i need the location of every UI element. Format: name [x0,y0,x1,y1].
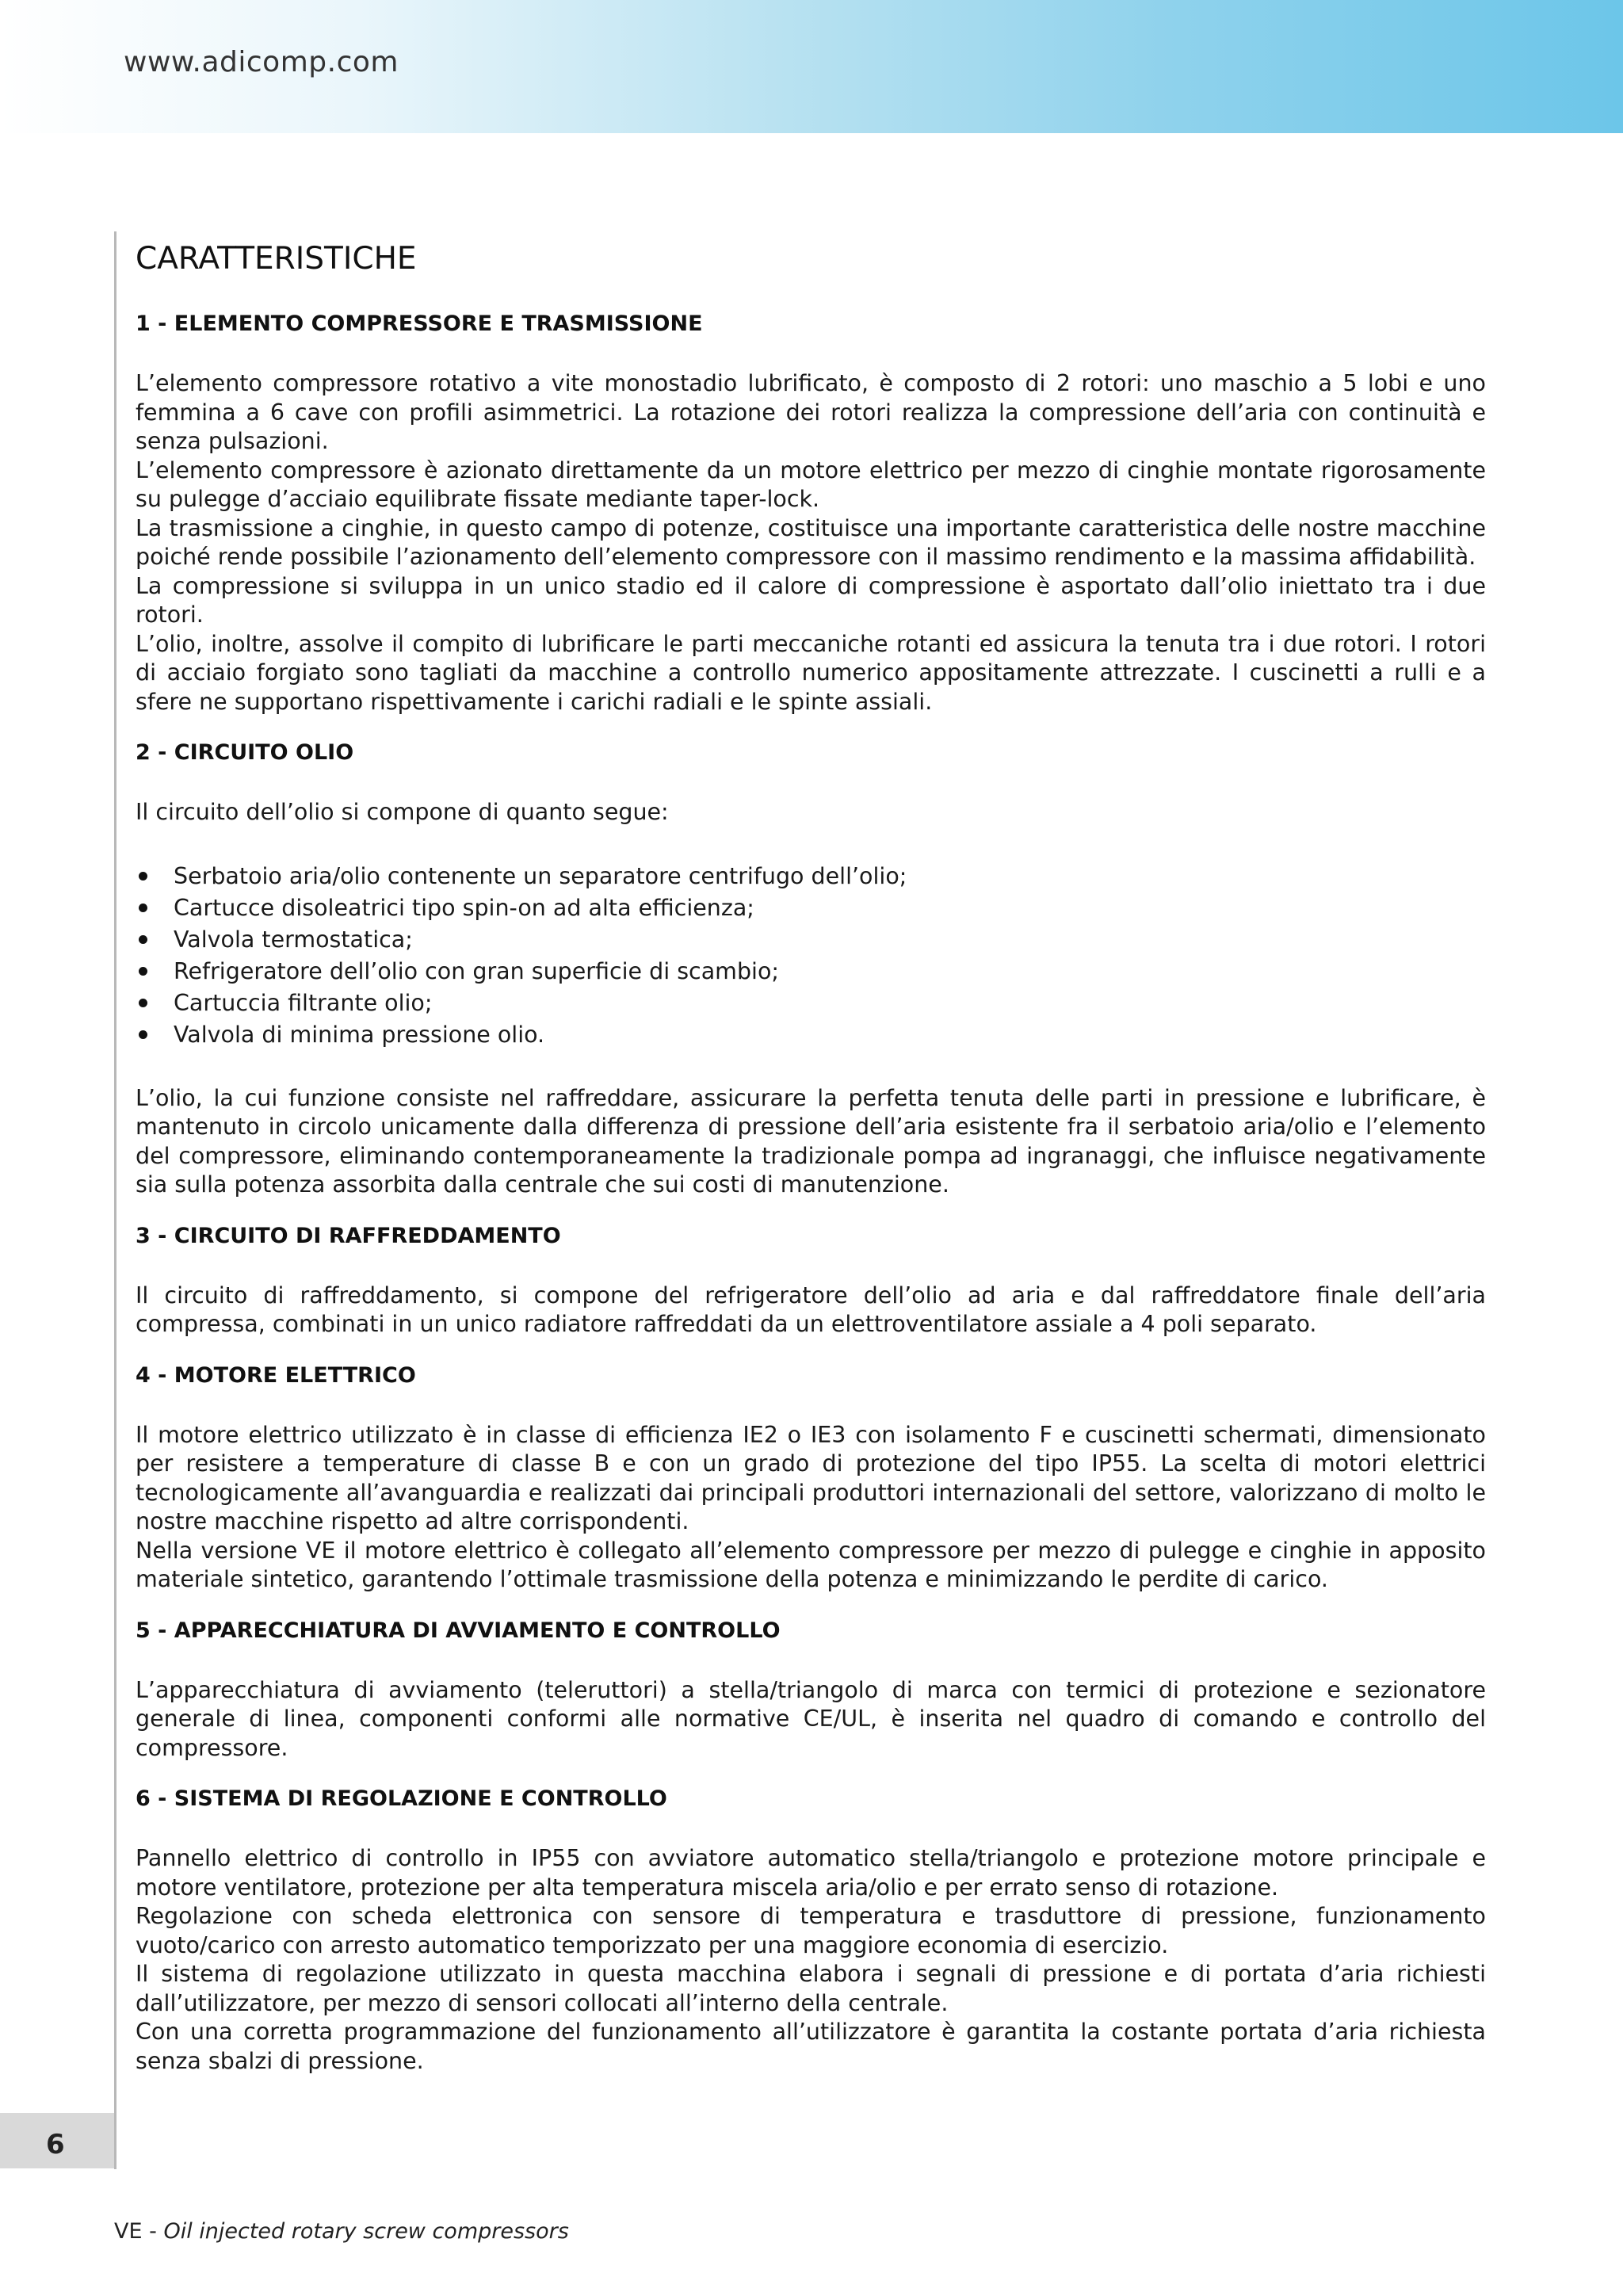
list-item [136,892,1486,924]
margin-rule [114,231,116,2169]
list-item-text: Valvola di minima pressione olio. [174,1021,545,1048]
section-heading: 4 - MOTORE ELETTRICO [136,1362,416,1388]
paragraph: Con una corretta programmazione del funzionamento all’utilizzatore è garantita la costante portata d’aria richiesta senza sbalzi di pressione. [136,2019,1486,2074]
page-number: 6 [46,2129,65,2160]
list-item [136,924,1486,956]
list-item-text: Serbatoio aria/olio contenente un separatore centrifugo dell’olio; [174,862,907,889]
paragraph: L’apparecchiatura di avviamento (teleruttori) a stella/triangolo di marca con termici di protezione e sezionatore generale di linea, componenti conformi alle normative CE/UL, è inserita nel quadro di comando e controllo del compressore. [136,1676,1486,1761]
footer-subtitle: Oil injected rotary screw compressors [163,2219,569,2244]
list-item-text: Valvola termostatica; [174,926,413,953]
bullet-icon [139,999,147,1007]
bullet-icon [139,872,147,881]
paragraph: Nella versione VE il motore elettrico è collegato all’elemento compressore per mezzo di pulegge e cinghie in apposito materiale sintetico, garantendo l’ottimale trasmissione della potenza e minimizzando le perdite di carico. [136,1537,1486,1592]
list-item-text: Cartuccia filtrante olio; [174,989,433,1016]
bullet-icon [139,967,147,976]
footer [114,2219,569,2244]
list-item [136,988,1486,1019]
section-starting-equipment [136,1618,1486,1763]
paragraph: Pannello elettrico di controllo in IP55 con avviatore automatico stella/triangolo e protezione motore principale e motore ventilatore, protezione per alta temperatura miscela aria/olio e per errato senso di rotazione. [136,1845,1486,1901]
list-item [136,956,1486,988]
paragraph: Il sistema di regolazione utilizzato in questa macchina elabora i segnali di pressione e di portata d’aria richiesti dall’utilizzatore, per mezzo di sensori collocati all’interno della centrale. [136,1961,1486,2016]
document-body [136,241,1486,2099]
section-cooling-circuit [136,1224,1486,1339]
paragraph: Il circuito di raffreddamento, si compone del refrigeratore dell’olio ad aria e dal raffreddatore finale dell’aria compressa, combinati in un unico radiatore raffreddati da un elettroventilatore assiale a 4 poli separato. [136,1282,1486,1337]
paragraph: L’olio, la cui funzione consiste nel raffreddare, assicurare la perfetta tenuta delle parti in pressione e lubrificare, è mantenuto in circolo unicamente dalla differenza di pressione dell’aria esistente fra il serbatoio aria/olio e l’elemento del compressore, eliminando contemporaneamente la tradizionale pompa ad ingranaggi, che influisce negativamente sia sulla potenza assorbita dalla centrale che sui costi di manutenzione. [136,1084,1486,1198]
list-item-text: Cartucce disoleatrici tipo spin-on ad alta efficienza; [174,894,754,921]
paragraph: Il circuito dell’olio si compone di quanto segue: [136,799,669,825]
bullet-icon [139,904,147,912]
footer-model: VE - [114,2219,164,2244]
section-oil-circuit [136,740,1486,1200]
section-heading: 1 - ELEMENTO COMPRESSORE E TRASMISSIONE [136,311,703,336]
list-item [136,861,1486,892]
paragraph: Il motore elettrico utilizzato è in classe di efficienza IE2 o IE3 con isolamento F e cuscinetti schermati, dimensionato per resistere a temperature di classe B e con un grado di protezione del tipo IP55. La scelta di motori elettrici tecnologicamente all’avanguardia e realizzati dai principali produttori internazionali del settore, valorizzano di molto le nostre macchine rispetto ad altre corrispondenti. [136,1421,1486,1534]
bullet-icon [139,1030,147,1039]
oil-circuit-list [136,861,1486,1051]
paragraph: La compressione si sviluppa in un unico stadio ed il calore di compressione è asportato dall’olio iniettato tra i due rotori. [136,572,1486,628]
paragraph: L’elemento compressore rotativo a vite monostadio lubrificato, è composto di 2 rotori: uno maschio a 5 lobi e uno femmina a 6 cave con profili asimmetrici. La rotazione dei rotori realizza la compressione dell’aria con continuità e senza pulsazioni. [136,370,1486,454]
paragraph: La trasmissione a cinghie, in questo campo di potenze, costituisce una importante caratteristica delle nostre macchine poiché rende possibile l’azionamento dell’elemento compressore con il massimo rendimento e la massima affidabilità. [136,514,1486,570]
bullet-icon [139,935,147,944]
paragraph: Regolazione con scheda elettronica con sensore di temperatura e trasduttore di pressione, funzionamento vuoto/carico con arresto automatico temporizzato per una maggiore economia di esercizio. [136,1903,1486,1958]
document-title: CARATTERISTICHE [136,241,417,277]
list-item-text: Refrigeratore dell’olio con gran superficie di scambio; [174,957,779,984]
section-regulation-system [136,1786,1486,2076]
paragraph: L’elemento compressore è azionato direttamente da un motore elettrico per mezzo di cinghie montate rigorosamente su pulegge d’acciaio equilibrate fissate mediante taper-lock. [136,457,1486,512]
section-electric-motor [136,1363,1486,1595]
section-heading: 2 - CIRCUITO OLIO [136,740,354,765]
site-url[interactable]: www.adicomp.com [124,46,399,78]
section-compressor-element [136,311,1486,716]
paragraph: L’olio, inoltre, assolve il compito di lubrificare le parti meccaniche rotanti ed assicura la tenuta tra i due rotori. I rotori di acciaio forgiato sono tagliati da macchine a controllo numerico appositamente attrezzate. I cuscinetti a rulli e a sfere ne supportano rispettivamente i carichi radiali e le spinte assiali. [136,630,1486,715]
section-heading: 6 - SISTEMA DI REGOLAZIONE E CONTROLLO [136,1786,667,1811]
section-heading: 3 - CIRCUITO DI RAFFREDDAMENTO [136,1223,561,1248]
list-item [136,1019,1486,1051]
section-heading: 5 - APPARECCHIATURA DI AVVIAMENTO E CONTROLLO [136,1618,781,1643]
